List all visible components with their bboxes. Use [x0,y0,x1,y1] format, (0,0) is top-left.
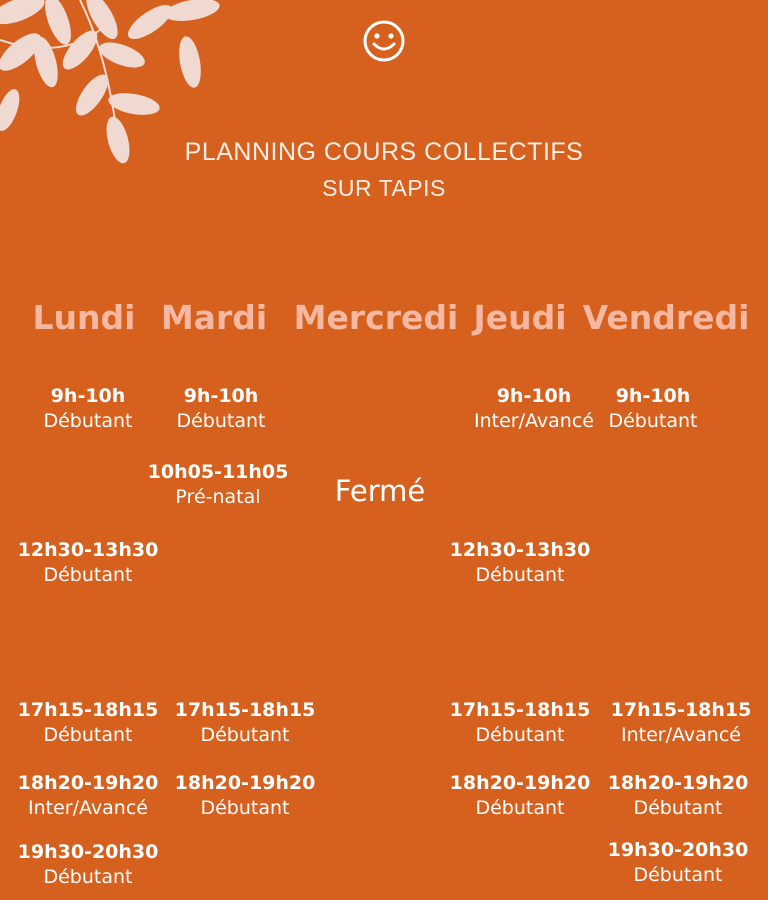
slot-level: Débutant [475,564,565,586]
slot-time: 9h-10h [183,385,259,407]
slot-level: Débutant [475,797,565,819]
slot-level: Débutant [43,866,133,888]
slot-time: 17h15-18h15 [174,699,316,721]
slot-level: Inter/Avancé [621,724,741,746]
slot-time: 18h20-19h20 [449,772,591,794]
day-heading-lundi: Lundi [32,298,136,337]
smiley-icon [362,19,406,63]
slot-level: Débutant [608,410,698,432]
class-slot [43,384,132,434]
slot-level: Débutant [633,797,723,819]
slot-time: 18h20-19h20 [17,772,159,794]
day-heading-jeudi: Jeudi [473,298,567,337]
slot-time: 12h30-13h30 [449,539,591,561]
slot-time: 9h-10h [496,385,572,407]
page-title: PLANNING COURS COLLECTIFS [184,138,584,166]
slot-time: 18h20-19h20 [174,772,316,794]
slot-level: Débutant [43,410,133,432]
class-slot [611,698,752,748]
class-slot [450,771,591,821]
slot-level: Débutant [475,724,565,746]
slot-level: Inter/Avancé [28,797,148,819]
slot-time: 18h20-19h20 [607,772,749,794]
slot-time: 12h30-13h30 [17,539,159,561]
class-slot [18,538,159,588]
class-slot [176,384,265,434]
class-slot [608,838,749,888]
class-slot [608,771,749,821]
slot-time: 19h30-20h30 [607,839,749,861]
class-slot [18,840,159,890]
class-slot [450,538,591,588]
page-subtitle: SUR TAPIS [322,175,446,201]
class-slot [18,698,159,748]
slot-level: Débutant [176,410,266,432]
slot-level: Débutant [633,864,723,886]
class-slot [18,771,159,821]
class-slot [148,460,289,510]
slot-time: 17h15-18h15 [17,699,159,721]
class-slot [175,771,316,821]
slot-time: 10h05-11h05 [147,461,289,483]
slot-level: Débutant [200,724,290,746]
day-heading-mardi: Mardi [160,298,268,337]
day-heading-mercredi: Mercredi [293,298,459,337]
class-slot [474,384,594,434]
day-heading-vendredi: Vendredi [582,298,750,337]
class-slot [450,698,591,748]
mercredi-closed-label: Fermé [334,474,426,508]
slot-time: 19h30-20h30 [17,841,159,863]
slot-level: Pré-natal [175,486,261,508]
slot-level: Inter/Avancé [474,410,594,432]
slot-time: 17h15-18h15 [449,699,591,721]
slot-time: 9h-10h [50,385,126,407]
class-slot [175,698,316,748]
slot-level: Débutant [200,797,290,819]
slot-time: 9h-10h [615,385,691,407]
slot-level: Débutant [43,724,133,746]
slot-time: 17h15-18h15 [610,699,752,721]
class-slot [608,384,697,434]
slot-level: Débutant [43,564,133,586]
